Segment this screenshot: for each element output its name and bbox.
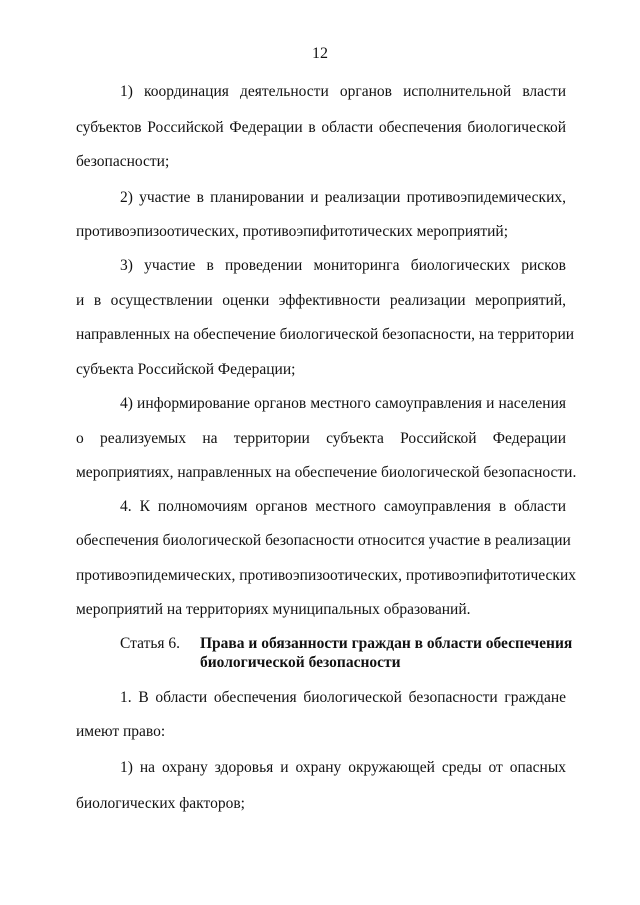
article-title-line: Права и обязанности граждан в области обеспечения (200, 635, 573, 652)
text-line: 1. В области обеспечения биологической безопасности граждане (120, 689, 566, 706)
text-line: субъектов Российской Федерации в области обеспечения биологической (76, 119, 566, 136)
text-line: противоэпидемических, противоэпизоотических, противоэпифитотических (76, 567, 576, 584)
text-line: безопасности; (76, 153, 170, 170)
text-line: 3) участие в проведении мониторинга биологических рисков (120, 257, 566, 274)
article-title (200, 634, 573, 672)
text-line: 1) координация деятельности органов исполнительной власти (120, 83, 566, 100)
page-number: 12 (312, 45, 328, 62)
text-line: биологических факторов; (76, 795, 245, 812)
text-line: мероприятиях, направленных на обеспечение биологической безопасности. (76, 464, 577, 481)
text-line: направленных на обеспечение биологической безопасности, на территории (76, 326, 575, 343)
text-line: субъекта Российской Федерации; (76, 361, 296, 378)
text-line: 2) участие в планировании и реализации противоэпидемических, (120, 189, 566, 206)
text-line: мероприятий на территориях муниципальных образований. (76, 601, 471, 618)
text-line: противоэпизоотических, противоэпифитотических мероприятий; (76, 223, 509, 240)
article-label: Статья 6. (120, 635, 181, 652)
text-line: имеют право: (76, 723, 166, 740)
text-line: 1) на охрану здоровья и охрану окружающей среды от опасных (120, 759, 566, 776)
text-line: 4) информирование органов местного самоуправления и населения (120, 395, 566, 412)
text-line: 4. К полномочиям органов местного самоуправления в области (120, 498, 566, 515)
text-line: о реализуемых на территории субъекта Российской Федерации (76, 430, 566, 447)
text-line: обеспечения биологической безопасности относится участие в реализации (76, 532, 571, 549)
text-line: и в осуществлении оценки эффективности реализации мероприятий, (76, 292, 566, 309)
article-title-line: биологической безопасности (200, 654, 401, 671)
